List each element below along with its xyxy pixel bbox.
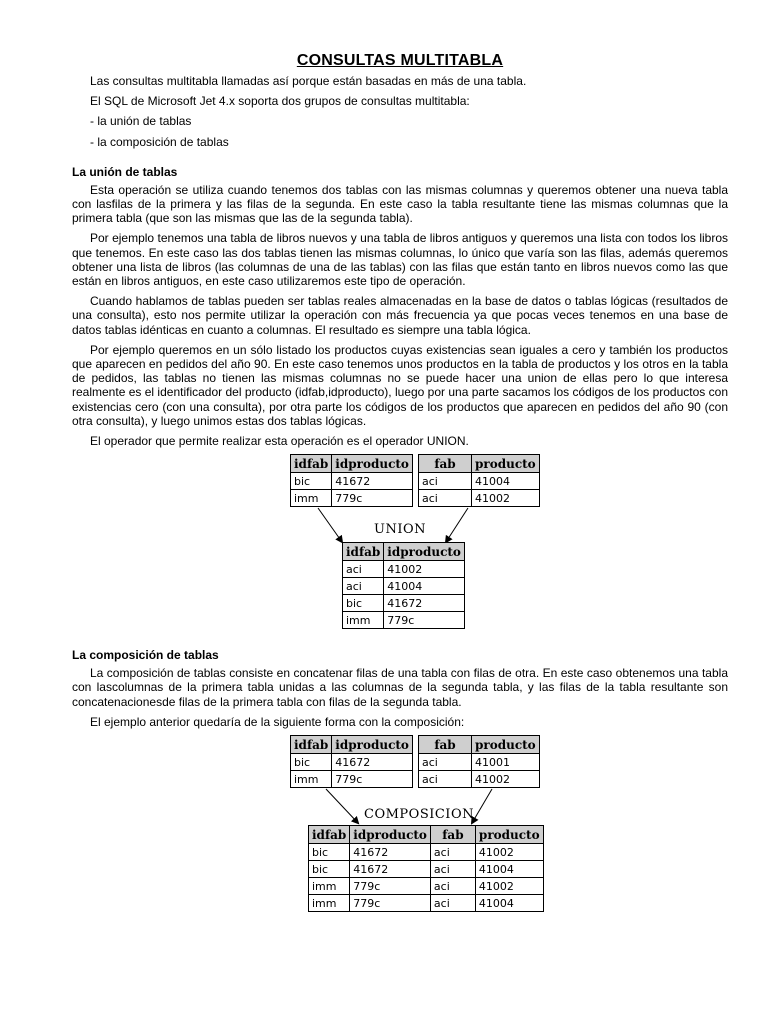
table-cell: bic bbox=[309, 861, 350, 878]
intro-list-item-composition: - la composición de tablas bbox=[90, 134, 229, 149]
header-cell: fab bbox=[419, 736, 472, 754]
table-cell: 779c bbox=[384, 612, 465, 629]
header-cell: producto bbox=[472, 455, 540, 473]
section-heading-union: La unión de tablas bbox=[72, 164, 178, 179]
table-cell: imm bbox=[309, 895, 350, 912]
composition-operator-label: COMPOSICION bbox=[364, 807, 474, 823]
table-cell: 41672 bbox=[332, 754, 413, 771]
table-row bbox=[343, 595, 465, 612]
table-row bbox=[309, 844, 544, 861]
table-cell: aci bbox=[430, 861, 475, 878]
header-cell: fab bbox=[430, 826, 475, 844]
header-cell: idfab bbox=[291, 455, 332, 473]
table-cell: bic bbox=[309, 844, 350, 861]
composition-paragraph-1: La composición de tablas consiste en concatenar filas de una tabla con filas de otra. En este caso obtenemos una tabla con lascolumnas de la primera tabla unidas a las columnas de la segunda tabla, y las filas de la tabla resultante son concatenacionesde filas de la primera tabla con filas de la segunda tabla. bbox=[72, 666, 728, 709]
header-cell: idfab bbox=[309, 826, 350, 844]
header-cell: fab bbox=[419, 455, 472, 473]
table-row bbox=[309, 861, 544, 878]
intro-list-item-union: - la unión de tablas bbox=[90, 114, 192, 129]
union-operator-label: UNION bbox=[374, 522, 426, 538]
union-paragraph-5: El operador que permite realizar esta operación es el operador UNION. bbox=[90, 434, 469, 449]
table-row bbox=[309, 878, 544, 895]
table-cell: 41672 bbox=[350, 861, 431, 878]
union-paragraph-1: Esta operación se utiliza cuando tenemos dos tablas con las mismas columnas y queremos obtener una nueva tabla con lasfilas de la primera y las filas de la segunda. En este caso la tabla resultante tiene las mismas columnas que la primera tabla (que son las mismas que las de la segunda tabla). bbox=[72, 182, 728, 226]
table-cell: 779c bbox=[332, 771, 413, 788]
table-cell: aci bbox=[419, 473, 472, 490]
table-cell: aci bbox=[419, 754, 472, 771]
header-cell: idproducto bbox=[350, 826, 431, 844]
table-cell: 41672 bbox=[350, 844, 431, 861]
table-row bbox=[343, 561, 465, 578]
table-cell: 779c bbox=[350, 878, 431, 895]
table-cell: bic bbox=[291, 473, 332, 490]
header-cell: idproducto bbox=[332, 736, 413, 754]
arrow-right bbox=[446, 508, 468, 542]
table-cell: 41002 bbox=[475, 844, 543, 861]
composition-figure bbox=[72, 735, 728, 925]
table-cell: imm bbox=[309, 878, 350, 895]
intro-paragraph-1: Las consultas multitabla llamadas así porque están basadas en más de una tabla. bbox=[90, 74, 527, 88]
table-cell: aci bbox=[343, 578, 384, 595]
table-cell: 41002 bbox=[475, 878, 543, 895]
page-title: CONSULTAS MULTITABLA bbox=[296, 52, 504, 69]
table-cell: 41004 bbox=[472, 473, 540, 490]
section-heading-composition: La composición de tablas bbox=[72, 648, 219, 663]
table-cell: imm bbox=[291, 490, 332, 507]
table-row bbox=[309, 895, 544, 912]
table-row bbox=[343, 578, 465, 595]
table-cell: 779c bbox=[350, 895, 431, 912]
header-cell: idfab bbox=[291, 736, 332, 754]
union-result-table bbox=[342, 542, 465, 629]
header-cell: producto bbox=[475, 826, 543, 844]
table-cell: bic bbox=[291, 754, 332, 771]
table-cell: aci bbox=[430, 878, 475, 895]
composition-result-table bbox=[308, 825, 544, 912]
table-cell: 41002 bbox=[384, 561, 465, 578]
table-cell: 41002 bbox=[472, 771, 540, 788]
arrow-left bbox=[318, 508, 342, 542]
table-cell: aci bbox=[419, 490, 472, 507]
table-cell: imm bbox=[343, 612, 384, 629]
intro-paragraph-2: El SQL de Microsoft Jet 4.x soporta dos grupos de consultas multitabla: bbox=[90, 94, 470, 109]
header-cell: idfab bbox=[343, 543, 384, 561]
header-cell: producto bbox=[472, 736, 540, 754]
table-cell: 41004 bbox=[475, 895, 543, 912]
header-cell: idproducto bbox=[332, 455, 413, 473]
table-cell: 41672 bbox=[332, 473, 413, 490]
table-cell: imm bbox=[291, 771, 332, 788]
arrow-right bbox=[472, 789, 492, 823]
table-row bbox=[343, 612, 465, 629]
table-cell: aci bbox=[343, 561, 384, 578]
union-paragraph-2: Por ejemplo tenemos una tabla de libros nuevos y una tabla de libros antiguos y queremos una lista con todos los libros que tenemos. En este caso las dos tablas tienen las mismas columnas, lo único que varía son las filas, además queremos obtener una lista de libros (las columnas de una de las tablas) con las filas que están tanto en libros nuevos como las que están en libros antiguos, en este caso utilizaremos este tipo de operación. bbox=[72, 231, 728, 289]
table-cell: aci bbox=[430, 895, 475, 912]
table-cell: 779c bbox=[332, 490, 413, 507]
table-cell: 41672 bbox=[384, 595, 465, 612]
table-cell: 41004 bbox=[384, 578, 465, 595]
union-figure bbox=[72, 454, 728, 640]
union-paragraph-3: Cuando hablamos de tablas pueden ser tablas reales almacenadas en la base de datos o tablas lógicas (resultados de una consulta), esto nos permite utilizar la operación con más frecuencia ya que pocas veces tenemos en una base de datos tablas idénticas en cuanto a columnas. El resultado es siempre una tabla lógica. bbox=[72, 294, 728, 337]
union-paragraph-4: Por ejemplo queremos en un sólo listado los productos cuyas existencias sean iguales a cero y también los productos que aparecen en pedidos del año 90. En este caso tenemos unos productos en la tabla de productos y los otros en la tabla de pedidos, las tablas no tienen las mismas columnas no se puede hacer una union de ellas pero lo que interesa realmente es el identificador del producto (idfab,idproducto), luego por una parte sacamos los códigos de los productos con existencias cero (con una consulta), por otra parte los códigos de los productos que aparecen en pedidos del año 90 (con otra consulta), y luego unimos estas dos tablas lógicas. bbox=[72, 342, 728, 428]
arrow-left bbox=[326, 789, 358, 823]
table-cell: bic bbox=[343, 595, 384, 612]
table-cell: 41004 bbox=[475, 861, 543, 878]
table-cell: 41002 bbox=[472, 490, 540, 507]
document-page bbox=[72, 52, 728, 925]
table-cell: 41001 bbox=[472, 754, 540, 771]
table-cell: aci bbox=[419, 771, 472, 788]
table-cell: aci bbox=[430, 844, 475, 861]
header-cell: idproducto bbox=[384, 543, 465, 561]
composition-paragraph-2: El ejemplo anterior quedaría de la siguiente forma con la composición: bbox=[90, 714, 465, 729]
